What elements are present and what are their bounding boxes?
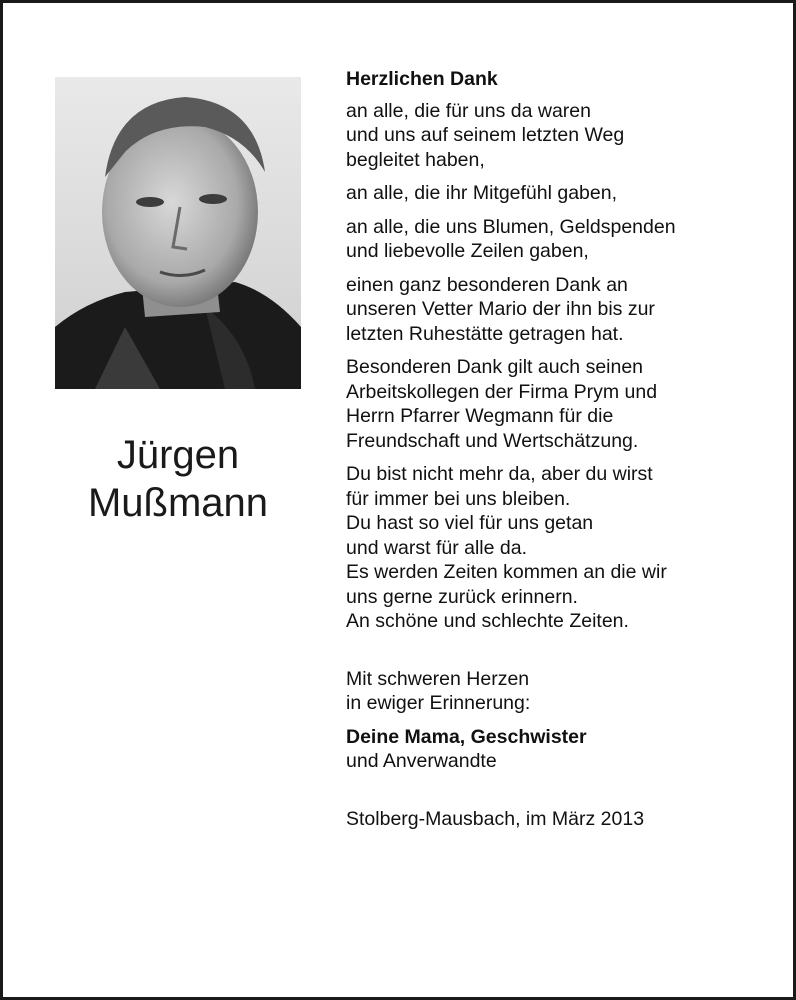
portrait-photo-icon <box>55 77 301 389</box>
text-line: an alle, die ihr Mitgefühl gaben, <box>346 182 618 204</box>
text-line: und liebevolle Zeilen gaben, <box>346 240 589 262</box>
text-line: uns gerne zurück erinnern. <box>346 585 578 608</box>
text-line: an alle, die für uns da waren <box>346 99 591 122</box>
text-line: Arbeitskollegen der Firma Prym und <box>346 380 658 403</box>
last-name: Mußmann <box>87 481 269 525</box>
thank-you-text <box>346 67 776 831</box>
paragraph-2 <box>346 181 776 206</box>
paragraph-4 <box>346 273 776 347</box>
portrait-photo <box>55 77 301 389</box>
text-line: letzten Ruhestätte getragen hat. <box>346 322 624 345</box>
paragraph-3 <box>346 215 776 264</box>
text-line: und uns auf seinem letzten Weg <box>346 124 625 146</box>
text-line: unseren Vetter Mario der ihn bis zur <box>346 298 655 320</box>
text-line: Du hast so viel für uns getan <box>346 512 594 534</box>
paragraph-5 <box>346 355 776 453</box>
text-line: Freundschaft und Wertschätzung. <box>346 429 639 452</box>
signature-rest: und Anverwandte <box>346 750 497 772</box>
first-name: Jürgen <box>116 433 240 477</box>
text-line: an alle, die uns Blumen, Geldspenden <box>346 215 676 238</box>
text-line: einen ganz besonderen Dank an <box>346 273 628 296</box>
text-line: Du bist nicht mehr da, aber du wirst <box>346 463 653 485</box>
signature <box>346 725 776 774</box>
closing <box>346 667 776 716</box>
text-line: Es werden Zeiten kommen an die wir <box>346 561 667 583</box>
place-date-line: Stolberg-Mausbach, im März 2013 <box>346 807 645 830</box>
signature-bold: Deine Mama, Geschwister <box>346 725 587 748</box>
deceased-name <box>55 431 301 527</box>
text-line: begleitet haben, <box>346 148 485 171</box>
text-line: Mit schweren Herzen <box>346 667 530 690</box>
text-line: und warst für alle da. <box>346 536 528 559</box>
heading: Herzlichen Dank <box>346 68 498 90</box>
paragraph-1 <box>346 99 776 173</box>
paragraph-6 <box>346 462 776 634</box>
text-line: in ewiger Erinnerung: <box>346 692 531 714</box>
place-date <box>346 807 776 832</box>
text-line: An schöne und schlechte Zeiten. <box>346 610 629 632</box>
text-line: Besonderen Dank gilt auch seinen <box>346 356 644 378</box>
text-line: Herrn Pfarrer Wegmann für die <box>346 405 614 427</box>
text-line: für immer bei uns bleiben. <box>346 487 571 510</box>
